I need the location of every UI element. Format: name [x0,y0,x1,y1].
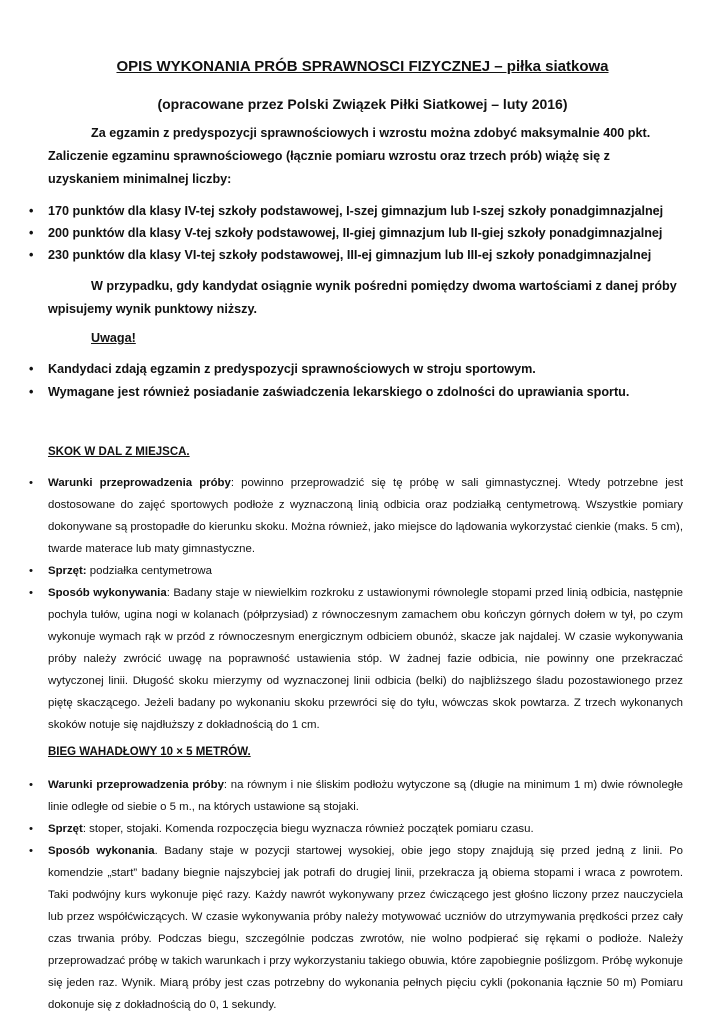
list-item-text: 200 punktów dla klasy V-tej szkoły podstawowej, II-giej gimnazjum lub II-giej szkoły ponadgimnazjalnej [48,226,663,240]
document-title: OPIS WYKONANIA PRÓB SPRAWNOSCI FIZYCZNEJ – piłka siatkowa [116,58,609,75]
item-sep: : [223,779,228,791]
item-text: powinno przeprowadzić się tę próbę w sali gimnastycznej. Wtedy potrzebne jest dostosowane do zajęć sportowych podłoże z wyznaczoną linią odbicia oraz podziałką centymetrową. Wszystkie pomiary dokonywane są prostopadłe do kierunku skoku. Można również, jako miejsce do lądowania wykorzystać cienkie (maks. 5 cm), twarde materace lub maty gimnastyczne. [48,477,684,555]
list-item [29,244,683,266]
section-heading: BIEG WAHADŁOWY 10 × 5 METRÓW. [48,746,251,758]
intro-paragraph: Za egzamin z predyspozycji sprawnościowych i wzrostu można zdobyć maksymalnie 400 pkt. Zaliczenie egzaminu sprawnościowego (łącznie pomiaru wzrostu oraz trzech prób) wiążę się z uzyskaniem minimalnej liczby: [48,126,651,186]
list-item [29,840,683,1016]
list-item [29,774,683,818]
rule-paragraph: W przypadku, gdy kandydat osiągnie wynik pośredni pomiędzy dwoma wartościami z danej próby wpisujemy wynik punktowy niższy. [48,279,677,316]
bullet-icon: • [29,226,34,240]
document-subtitle: (opracowane przez Polski Związek Piłki Siatkowej – luty 2016) [157,96,568,112]
bullet-icon: • [29,477,33,489]
list-item-text: Kandydaci zdają egzamin z predyspozycji sprawnościowych w stroju sportowym. [48,362,536,376]
item-sep: : [230,477,235,489]
list-item-text: 170 punktów dla klasy IV-tej szkoły podstawowej, I-szej gimnazjum lub I-szej szkoły ponadgimnazjalnej [48,204,664,218]
section-list [29,774,683,1016]
item-label: Sprzęt: [48,565,87,577]
bullet-icon: • [29,204,34,218]
item-label: Sposób wykonania [48,845,155,857]
bullet-icon: • [29,362,34,376]
item-text: Badany staje w pozycji startowej wysokiej, obie jego stopy znajdują się przed jedną z linii. Po komendzie „start” badany biegnie najszybciej jak potrafi do drugiej linii, przekracza ją obiema stopami i wraca z powrotem. Taki podwójny kurs wykonuje pięć razy. Każdy nawrót wykonywany przez ćwiczącego jest głośno liczony przez nauczyciela lub przez współćwiczących. W czasie wykonywania próby należy motywować uczniów do utrzymywania prędkości przez cały czas trwania próby. Podczas biegu, szczególnie podczas zwrotów, nie wolno podpierać się rękami o podłoże. Należy przeprowadzać próbę w takich warunkach i przy wykorzystaniu takiego obuwia, które zapobiegnie poślizgom. Próbę wykonuje się jeden raz. Wynik. Miarą próby jest czas potrzebny do wykonania pełnych pięciu cykli (pokonania łącznie 50 m) Pomiaru dokonuje się z dokładnością do 0, 1 sekundy. [48,845,683,1011]
bullet-icon: • [29,587,33,599]
bullet-icon: • [29,823,33,835]
item-label: Warunki przeprowadzenia próby [48,779,224,791]
bullet-icon: • [29,248,34,262]
item-label: Warunki przeprowadzenia próby [48,477,231,489]
bullet-icon: • [29,565,33,577]
list-item [29,582,683,736]
bullet-icon: • [29,779,33,791]
item-sep: : [166,587,170,599]
section-heading: SKOK W DAL Z MIEJSCA. [48,446,190,458]
list-item-text: 230 punktów dla klasy VI-tej szkoły podstawowej, III-ej gimnazjum lub III-ej szkoły ponadgimnazjalnej [48,248,652,262]
list-item [29,358,683,381]
threshold-list [29,200,683,266]
bullet-icon: • [29,845,33,857]
list-item [29,222,683,244]
bullet-icon: • [29,385,34,399]
list-item-text: Wymagane jest również posiadanie zaświadczenia lekarskiego o zdolności do uprawiania sportu. [48,385,630,399]
item-sep: : [82,823,86,835]
list-item [29,200,683,222]
list-item [29,472,684,560]
list-item [29,818,683,840]
item-text: Badany staje w niewielkim rozkroku z ustawionymi równolegle stopami przed linią odbicia, następnie pochyla tułów, ugina nogi w kolanach (półprzysiad) z równoczesnym zamachem obu kończyn górnych dołem w tył, po czym wykonuje wymach rąk w przód z równoczesnym energicznym odbiciem obunóż, skacze jak najdalej. W czasie wykonywania próby należy zwrócić uwagę na poprawność ustawienia stóp. W żadnej fazie odbicia, nie powinny one przekraczać wytyczonej linii. Długość skoku mierzymy od wyznaczonej linii odbicia (belki) do najbliższego śladu pozostawionego przez piętę skaczącego. Jeżeli badany po wykonaniu skoku przewróci się do tyłu, wówczas skok powtarza. Z trzech wykonanych skoków notuje się najdłuższy z dokładnością do 1 cm. [48,587,683,731]
list-item [29,560,683,582]
item-label: Sposób wykonywania [48,587,167,599]
notes-list [29,358,683,404]
section-list [29,472,684,736]
item-text: na równym i nie śliskim podłożu wytyczone są (długie na minimum 1 m) dwie równoległe linie odległe od siebie o 5 m., na których ustawione są stojaki. [48,779,683,813]
item-sep: . [154,845,158,857]
item-label: Sprzęt [48,823,83,835]
note-label: Uwaga! [91,331,136,345]
item-text: podziałka centymetrowa [86,565,212,577]
list-item [29,381,683,404]
item-text: stoper, stojaki. Komenda rozpoczęcia biegu wyznacza również początek pomiaru czasu. [85,823,534,835]
